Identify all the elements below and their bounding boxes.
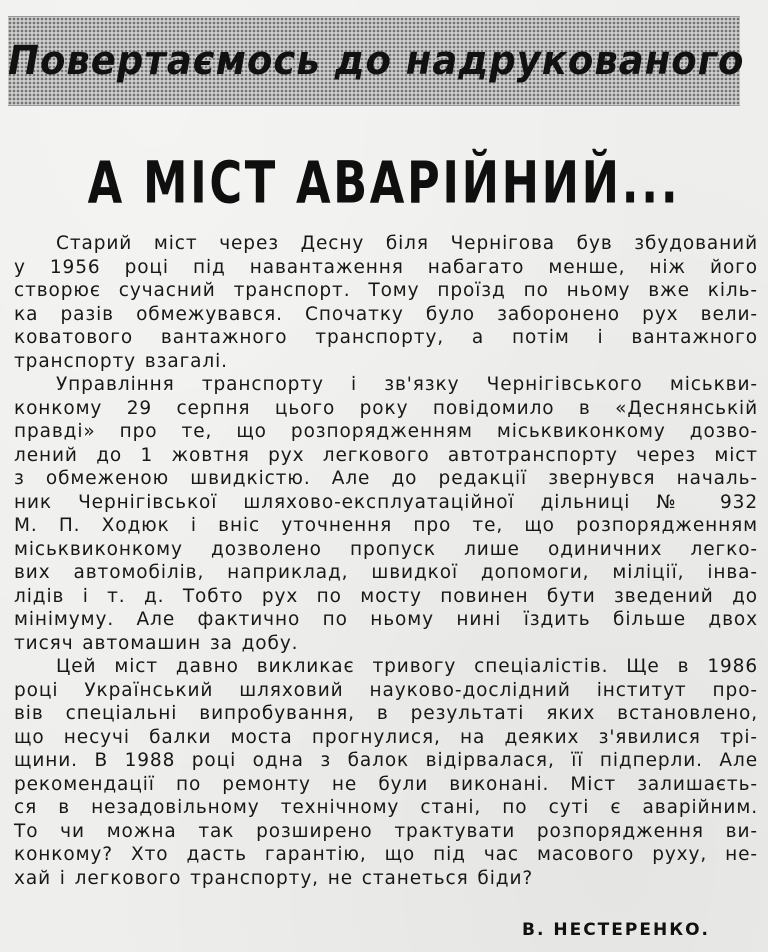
text-line: коватового вантажного транспорту, а потім і вантажного [14, 327, 758, 348]
author-signature: В. НЕСТЕРЕНКО. [522, 920, 710, 940]
text-line: лідів і т. д. Тобто рух по мосту повинен бути зведений до [14, 585, 758, 607]
article-headline: А МІСТ АВАРІЙНИЙ... [87, 150, 681, 218]
text-line: тисяч автомашин за добу. [14, 632, 299, 654]
text-line: То чи можна так розширено трактувати розпорядження ви- [14, 820, 758, 842]
text-line: створює сучасний транспорт. Тому проїзд по ньому вже кіль- [14, 280, 758, 301]
text-line: транспорту взагалі. [14, 350, 228, 372]
text-line: вих автомобілів, наприклад, швидкої допомоги, міліції, інва- [14, 562, 758, 583]
article-paragraph [14, 655, 758, 890]
text-line: ник Чернігівської шляхово-експлуатаційної дільниці № 932 [14, 491, 758, 513]
text-line: що несучі балки моста прогнулися, на деяких з'явилися трі- [14, 726, 758, 748]
text-line: Управління транспорту і зв'язку Чернігівського міськви- [56, 374, 758, 395]
text-line: з обмеженою швидкістю. Але до редакції звернувся началь- [14, 468, 758, 489]
text-line: конкому? Хто дасть гарантію, що під час масового руху, не- [14, 844, 758, 865]
text-line: Цей міст давно викликає тривогу спеціалістів. Ще в 1986 [56, 656, 758, 677]
text-line: ка разів обмежувався. Спочатку було заборонено рух вели- [14, 303, 758, 325]
text-line: вів спеціальні випробування, в результаті яких встановлено, [14, 703, 758, 724]
rubric-title: Повертаємось до надрукованого [8, 37, 745, 84]
text-line: лений до 1 жовтня рух легкового автотранспорту через міст [14, 444, 758, 466]
text-line: конкому 29 серпня цього року повідомило в «Деснянській [14, 397, 758, 419]
text-line: мінімуму. Але фактично по ньому нині їздить більше двох [14, 609, 758, 630]
text-line: ся в незадовільному технічному стані, по суті є аварійним. [14, 797, 758, 818]
text-line: у 1956 році під навантаження набагато менше, ніж його [14, 256, 758, 278]
text-line: хай і легкового транспорту, не станеться біди? [14, 867, 534, 889]
article-paragraph [14, 232, 758, 373]
text-line: М. П. Ходюк і вніс уточнення про те, що розпорядженням [14, 515, 758, 536]
text-line: міськвиконкому дозволено пропуск лише одиничних легко- [14, 538, 758, 560]
article-paragraph [14, 373, 758, 655]
text-line: правді» про те, що розпорядженням міськвиконкому дозво- [14, 421, 758, 442]
text-line: рекомендації по ремонту не були виконані. Міст залишаєть- [14, 773, 758, 795]
text-line: Старий міст через Десну біля Чернігова був збудований [56, 233, 758, 254]
text-line: році Український шляховий науково-дослідний інститут про- [14, 679, 758, 701]
text-line: щини. В 1988 році одна з балок відірвалася, її підперли. Але [14, 750, 758, 771]
rubric-banner [8, 16, 745, 106]
article-body [14, 232, 758, 890]
